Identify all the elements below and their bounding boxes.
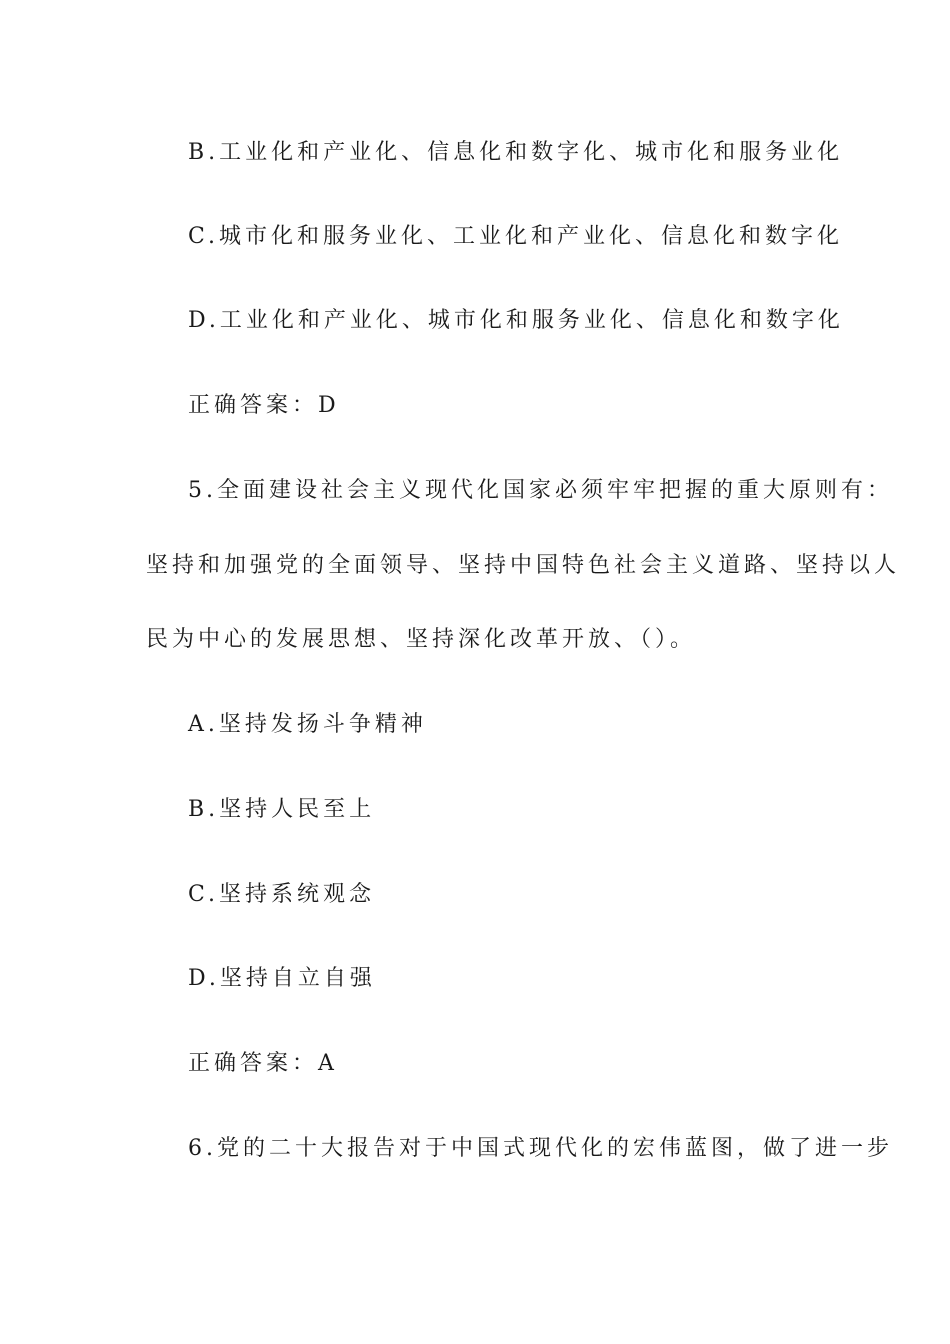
q4-answer: 正确答案：D [188, 393, 340, 418]
q5-option-a: A.坚持发扬斗争精神 [188, 712, 427, 737]
q5-stem-line1: 5.全面建设社会主义现代化国家必须牢牢把握的重大原则有： [188, 478, 893, 503]
q5-answer: 正确答案：A [188, 1051, 338, 1076]
q4-option-b: B.工业化和产业化、信息化和数字化、城市化和服务业化 [188, 140, 844, 165]
q5-option-b: B.坚持人民至上 [188, 797, 376, 822]
q4-option-c: C.城市化和服务业化、工业化和产业化、信息化和数字化 [188, 224, 844, 249]
q5-stem-line2: 坚持和加强党的全面领导、坚持中国特色社会主义道路、坚持以人 [146, 553, 901, 578]
q6-stem-line1: 6.党的二十大报告对于中国式现代化的宏伟蓝图，做了进一步 [188, 1136, 893, 1161]
q5-option-c: C.坚持系统观念 [188, 882, 376, 907]
q5-stem-line3: 民为中心的发展思想、坚持深化改革开放、（）。 [146, 627, 697, 652]
q5-option-d: D.坚持自立自强 [188, 966, 376, 991]
q4-option-d: D.工业化和产业化、城市化和服务业化、信息化和数字化 [188, 308, 844, 333]
